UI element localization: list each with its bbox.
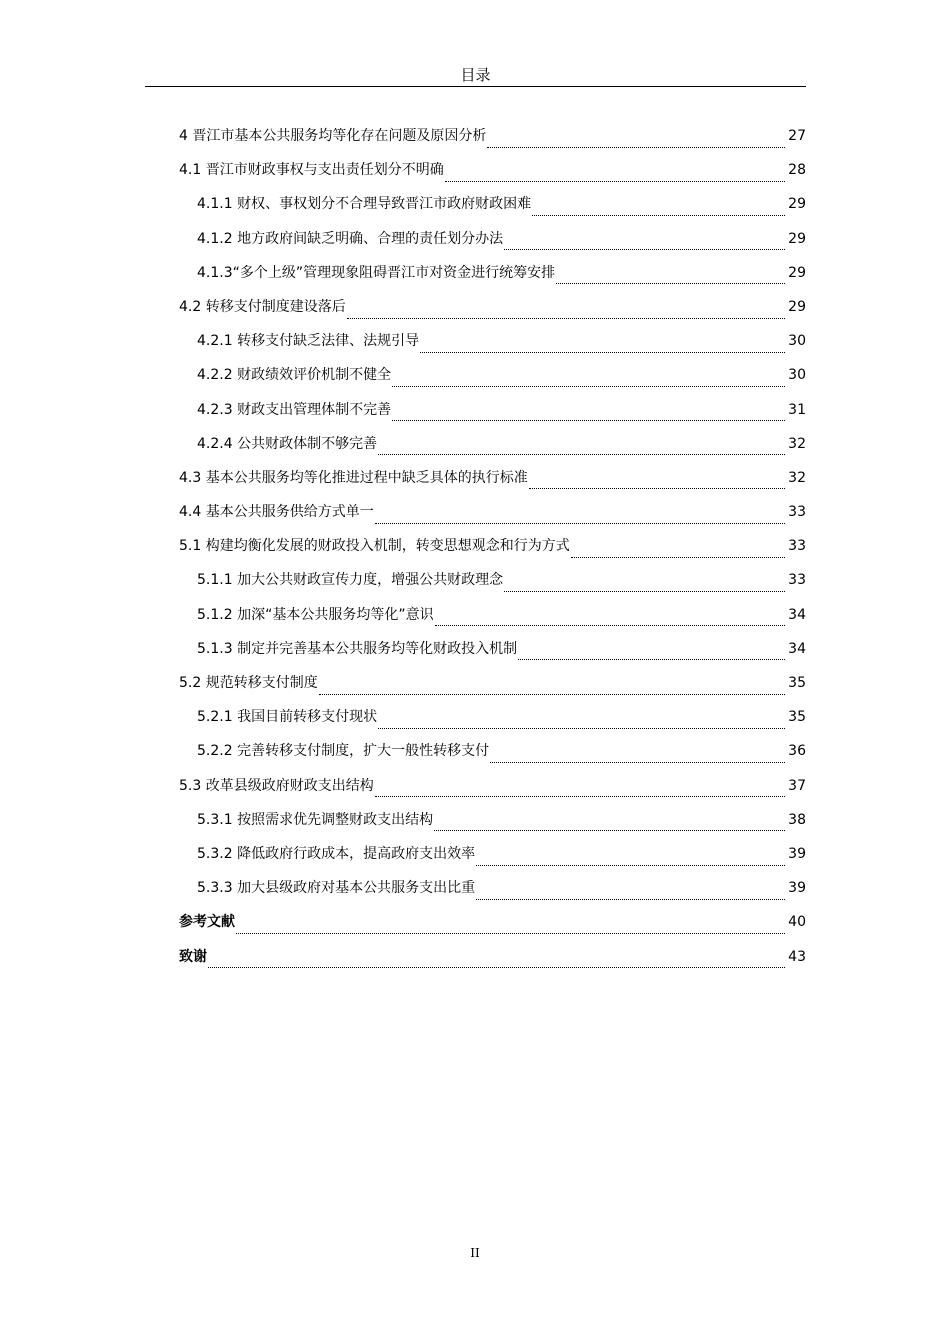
- toc-entry-title: 致谢: [179, 948, 207, 965]
- toc-entry[interactable]: [179, 535, 806, 569]
- toc-entry[interactable]: [179, 911, 806, 945]
- toc-entry-page: 28: [788, 162, 806, 179]
- toc-entry-title: 5.2.2 完善转移支付制度，扩大一般性转移支付: [197, 743, 490, 760]
- toc-dot-leader: [504, 249, 785, 250]
- toc-entry-page: 36: [788, 743, 806, 760]
- toc-entry[interactable]: [179, 946, 806, 980]
- toc-entry-page: 34: [788, 606, 806, 623]
- toc-entry-title: 5.1.3 制定并完善基本公共服务均等化财政投入机制: [197, 640, 518, 657]
- toc-entry[interactable]: [179, 262, 806, 296]
- toc-entry-title: 5.3.3 加大县级政府对基本公共服务支出比重: [197, 880, 476, 897]
- toc-dot-leader: [375, 523, 785, 524]
- toc-dot-leader: [208, 967, 785, 968]
- toc-entry-page: 39: [788, 880, 806, 897]
- toc-entry[interactable]: [179, 672, 806, 706]
- toc-entry[interactable]: [179, 364, 806, 398]
- toc-entry-title: 4.2.2 财政绩效评价机制不健全: [197, 367, 392, 384]
- page-header-title: 目录: [460, 66, 491, 84]
- toc-entry-page: 32: [788, 435, 806, 452]
- toc-entry[interactable]: [179, 330, 806, 364]
- toc-entry-page: 29: [788, 196, 806, 213]
- toc-entry-title: 5.2 规范转移支付制度: [179, 675, 318, 691]
- toc-entry-title: 4.1.3“多个上级”管理现象阻碍晋江市对资金进行统筹安排: [197, 264, 556, 281]
- toc-entry[interactable]: [179, 501, 806, 535]
- toc-entry-page: 33: [788, 572, 806, 589]
- toc-dot-leader: [487, 147, 785, 148]
- toc-entry-title: 5.1 构建均衡化发展的财政投入机制，转变思想观念和行为方式: [179, 538, 570, 555]
- toc-dot-leader: [378, 728, 785, 729]
- toc-entry[interactable]: [179, 467, 806, 501]
- toc-entry[interactable]: [179, 638, 806, 672]
- page-number: II: [470, 1246, 480, 1260]
- toc-entry-page: 35: [788, 709, 806, 726]
- toc-entry[interactable]: [179, 125, 806, 159]
- toc-entry[interactable]: [179, 843, 806, 877]
- toc-dot-leader: [532, 215, 785, 216]
- toc-entry-page: 29: [788, 230, 806, 247]
- toc-dot-leader: [319, 694, 785, 695]
- toc-entry-page: 35: [788, 675, 806, 691]
- toc-entry-page: 27: [788, 128, 806, 144]
- table-of-contents: [179, 125, 806, 980]
- toc-entry[interactable]: [179, 433, 806, 467]
- header-divider: [145, 86, 806, 87]
- toc-entry-page: 30: [788, 333, 806, 350]
- toc-entry-page: 40: [788, 914, 806, 931]
- toc-entry-title: 4.3 基本公共服务均等化推进过程中缺乏具体的执行标准: [179, 469, 528, 486]
- toc-dot-leader: [476, 865, 785, 866]
- toc-entry-page: 33: [788, 504, 806, 521]
- toc-dot-leader: [236, 933, 785, 934]
- toc-entry[interactable]: [179, 399, 806, 433]
- toc-dot-leader: [445, 181, 785, 182]
- toc-entry-title: 5.3.2 降低政府行政成本，提高政府支出效率: [197, 845, 476, 862]
- toc-dot-leader: [434, 830, 785, 831]
- toc-dot-leader: [378, 454, 785, 455]
- toc-dot-leader: [529, 488, 785, 489]
- toc-entry-title: 4.2.1 转移支付缺乏法律、法规引导: [197, 333, 420, 350]
- toc-entry-title: 4.2.4 公共财政体制不够完善: [197, 435, 378, 452]
- toc-dot-leader: [571, 557, 785, 558]
- toc-dot-leader: [392, 420, 785, 421]
- toc-entry-title: 4.1 晋江市财政事权与支出责任划分不明确: [179, 162, 444, 179]
- toc-entry-page: 34: [788, 640, 806, 657]
- toc-entry-page: 31: [788, 401, 806, 418]
- toc-entry[interactable]: [179, 706, 806, 740]
- toc-dot-leader: [490, 762, 785, 763]
- toc-entry-title: 4.2 转移支付制度建设落后: [179, 298, 346, 315]
- toc-entry-title: 参考文献: [179, 914, 235, 931]
- toc-dot-leader: [420, 352, 785, 353]
- toc-entry-page: 30: [788, 367, 806, 384]
- toc-entry[interactable]: [179, 228, 806, 262]
- toc-entry-title: 5.1.2 加深“基本公共服务均等化”意识: [197, 606, 434, 623]
- toc-dot-leader: [375, 796, 785, 797]
- toc-entry-title: 4.1.2 地方政府间缺乏明确、合理的责任划分办法: [197, 230, 504, 247]
- toc-dot-leader: [435, 625, 785, 626]
- toc-entry-title: 4 晋江市基本公共服务均等化存在问题及原因分析: [179, 128, 487, 144]
- toc-entry[interactable]: [179, 809, 806, 843]
- toc-entry-title: 5.3.1 按照需求优先调整财政支出结构: [197, 811, 434, 828]
- toc-entry[interactable]: [179, 193, 806, 227]
- toc-entry[interactable]: [179, 877, 806, 911]
- toc-entry-page: 37: [788, 777, 806, 794]
- toc-entry-title: 5.3 改革县级政府财政支出结构: [179, 777, 374, 794]
- toc-entry-title: 4.4 基本公共服务供给方式单一: [179, 504, 374, 521]
- toc-entry[interactable]: [179, 569, 806, 603]
- toc-dot-leader: [392, 386, 785, 387]
- toc-entry-page: 29: [788, 264, 806, 281]
- toc-entry-page: 39: [788, 845, 806, 862]
- toc-dot-leader: [504, 591, 785, 592]
- toc-entry-page: 32: [788, 469, 806, 486]
- toc-entry-page: 29: [788, 298, 806, 315]
- toc-entry-title: 4.2.3 财政支出管理体制不完善: [197, 401, 392, 418]
- toc-entry-title: 4.1.1 财权、事权划分不合理导致晋江市政府财政困难: [197, 196, 532, 213]
- toc-dot-leader: [347, 318, 785, 319]
- toc-entry[interactable]: [179, 740, 806, 774]
- toc-entry-page: 33: [788, 538, 806, 555]
- toc-entry-title: 5.2.1 我国目前转移支付现状: [197, 709, 378, 726]
- toc-dot-leader: [476, 899, 785, 900]
- toc-entry[interactable]: [179, 296, 806, 330]
- toc-dot-leader: [518, 659, 785, 660]
- toc-entry-page: 43: [788, 948, 806, 965]
- toc-entry-title: 5.1.1 加大公共财政宣传力度，增强公共财政理念: [197, 572, 504, 589]
- toc-entry[interactable]: [179, 159, 806, 193]
- toc-entry[interactable]: [179, 604, 806, 638]
- toc-entry[interactable]: [179, 775, 806, 809]
- toc-entry-page: 38: [788, 811, 806, 828]
- toc-dot-leader: [556, 283, 785, 284]
